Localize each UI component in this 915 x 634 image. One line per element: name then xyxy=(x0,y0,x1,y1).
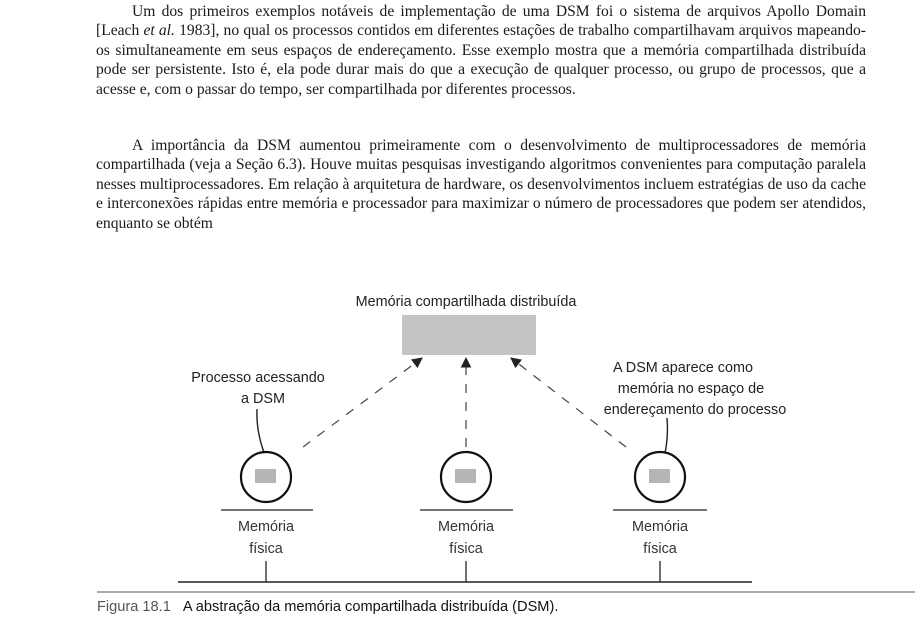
dsm-region xyxy=(455,469,476,483)
right-note-line-2: memória no espaço de xyxy=(617,381,765,397)
node-center xyxy=(420,452,513,582)
paragraph-2: A importância da DSM aumentou primeiramente com o desenvolvimento de multiprocessadores de memória compartilhada (veja a Seção 6.3). Houve muitas pesquisas investigando algoritmos convenientes para computação paralela nesses multiprocessadores. Em relação à arquitetura de hardware, os desenvolvimentos incluem estratégias de uso da cache e interconexões rápidas entre memória e processador para maximizar o número de processadores que podem ser atendidos, enquanto se obtém xyxy=(96,137,866,232)
paragraph-1-text-b: 1983], no qual os processos contidos em diferentes estações de trabalho compartilhavam arquivos mapeando-os simultaneamente em seus espaços de endereçamento. Esse exemplo mostra que a memória compartilhada distribuída pode ser persistente. Isto é, ela pode durar mais do que a execução de qualquer processo, ou grupo de processos, que a acesse e, com o passar do tempo, ser compartilhada por diferentes processos. xyxy=(96,22,866,98)
node-left xyxy=(221,452,313,582)
dsm-region xyxy=(649,469,670,483)
right-note-line-3: endereçamento do processo xyxy=(603,402,787,418)
right-note-line-1: A DSM aparece como xyxy=(613,360,753,376)
node-center-label-2: física xyxy=(449,541,483,557)
node-right-label-2: física xyxy=(643,541,677,557)
figure-number: Figura 18.1 xyxy=(97,599,171,615)
dsm-box xyxy=(402,315,536,355)
node-left-label-2: física xyxy=(249,541,283,557)
left-note-pointer xyxy=(257,409,265,455)
dsm-label: Memória compartilhada distribuída xyxy=(355,294,577,310)
paragraph-1-italic: et al. xyxy=(143,22,175,40)
caption-text: A abstração da memória compartilhada distribuída (DSM). xyxy=(182,599,559,615)
left-note-line-2: a DSM xyxy=(241,391,285,407)
dsm-region xyxy=(255,469,276,483)
node-right xyxy=(613,452,707,582)
figure-caption xyxy=(97,599,558,615)
left-note-line-1: Processo acessando xyxy=(191,370,325,386)
node-left-label-1: Memória xyxy=(238,519,294,535)
node-right-label-1: Memória xyxy=(632,519,688,535)
node-center-label-1: Memória xyxy=(438,519,494,535)
paragraph-1-text-a: Um dos primeiros exemplos notáveis de implementação de uma DSM foi o sistema de arquivos Apollo Domain [Leach xyxy=(96,3,866,40)
